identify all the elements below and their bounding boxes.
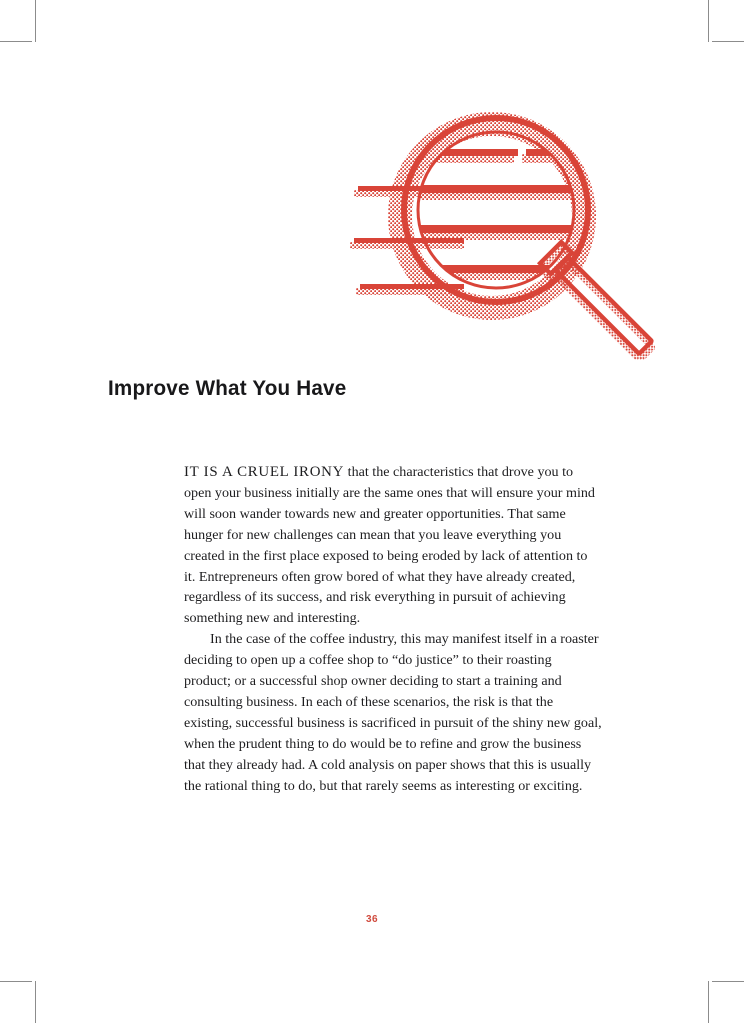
page-title: Improve What You Have	[108, 376, 347, 400]
paragraph-1	[184, 462, 602, 629]
paragraph-2-text: In the case of the coffee industry, this may manifest itself in a roaster deciding to open up a coffee shop to “do justice” to their roasting product; or a successful shop owner deciding to start a training and consulting business. In each of these scenarios, the risk is that the existing, successful business is sacrificed in pursuit of the shiny new goal, when the prudent thing to do would be to refine and grow the business that they already had. A cold analysis on paper shows that this is usually the rational thing to do, but that rarely seems as interesting or exciting.	[184, 631, 602, 794]
crop-mark-bottom-right-vertical	[708, 981, 709, 1023]
crop-mark-top-left-horizontal	[0, 41, 32, 42]
paragraph-1-text: that the characteristics that drove you to open your business initially are the same ones that will ensure your mind will soon wander towards new and greater opportunities. That same hunger for new challenges can mean that you leave everything you created in the first place exposed to being eroded by lack of attention to it. Entrepreneurs often grow bored of what they have already created, regardless of its success, and risk everything in pursuit of achieving something new and interesting.	[184, 464, 595, 627]
crop-mark-top-right-horizontal	[712, 41, 744, 42]
paragraph-2	[184, 629, 602, 796]
crop-mark-bottom-left-vertical	[35, 981, 36, 1023]
crop-mark-top-left-vertical	[35, 0, 36, 42]
body-copy	[184, 462, 602, 797]
lead-in-small-caps: IT IS A CRUEL IRONY	[184, 464, 345, 480]
magnifying-glass-icon	[336, 112, 656, 360]
crop-mark-bottom-right-horizontal	[712, 981, 744, 982]
crop-mark-top-right-vertical	[708, 0, 709, 42]
page-number: 36	[366, 914, 378, 925]
crop-mark-bottom-left-horizontal	[0, 981, 32, 982]
